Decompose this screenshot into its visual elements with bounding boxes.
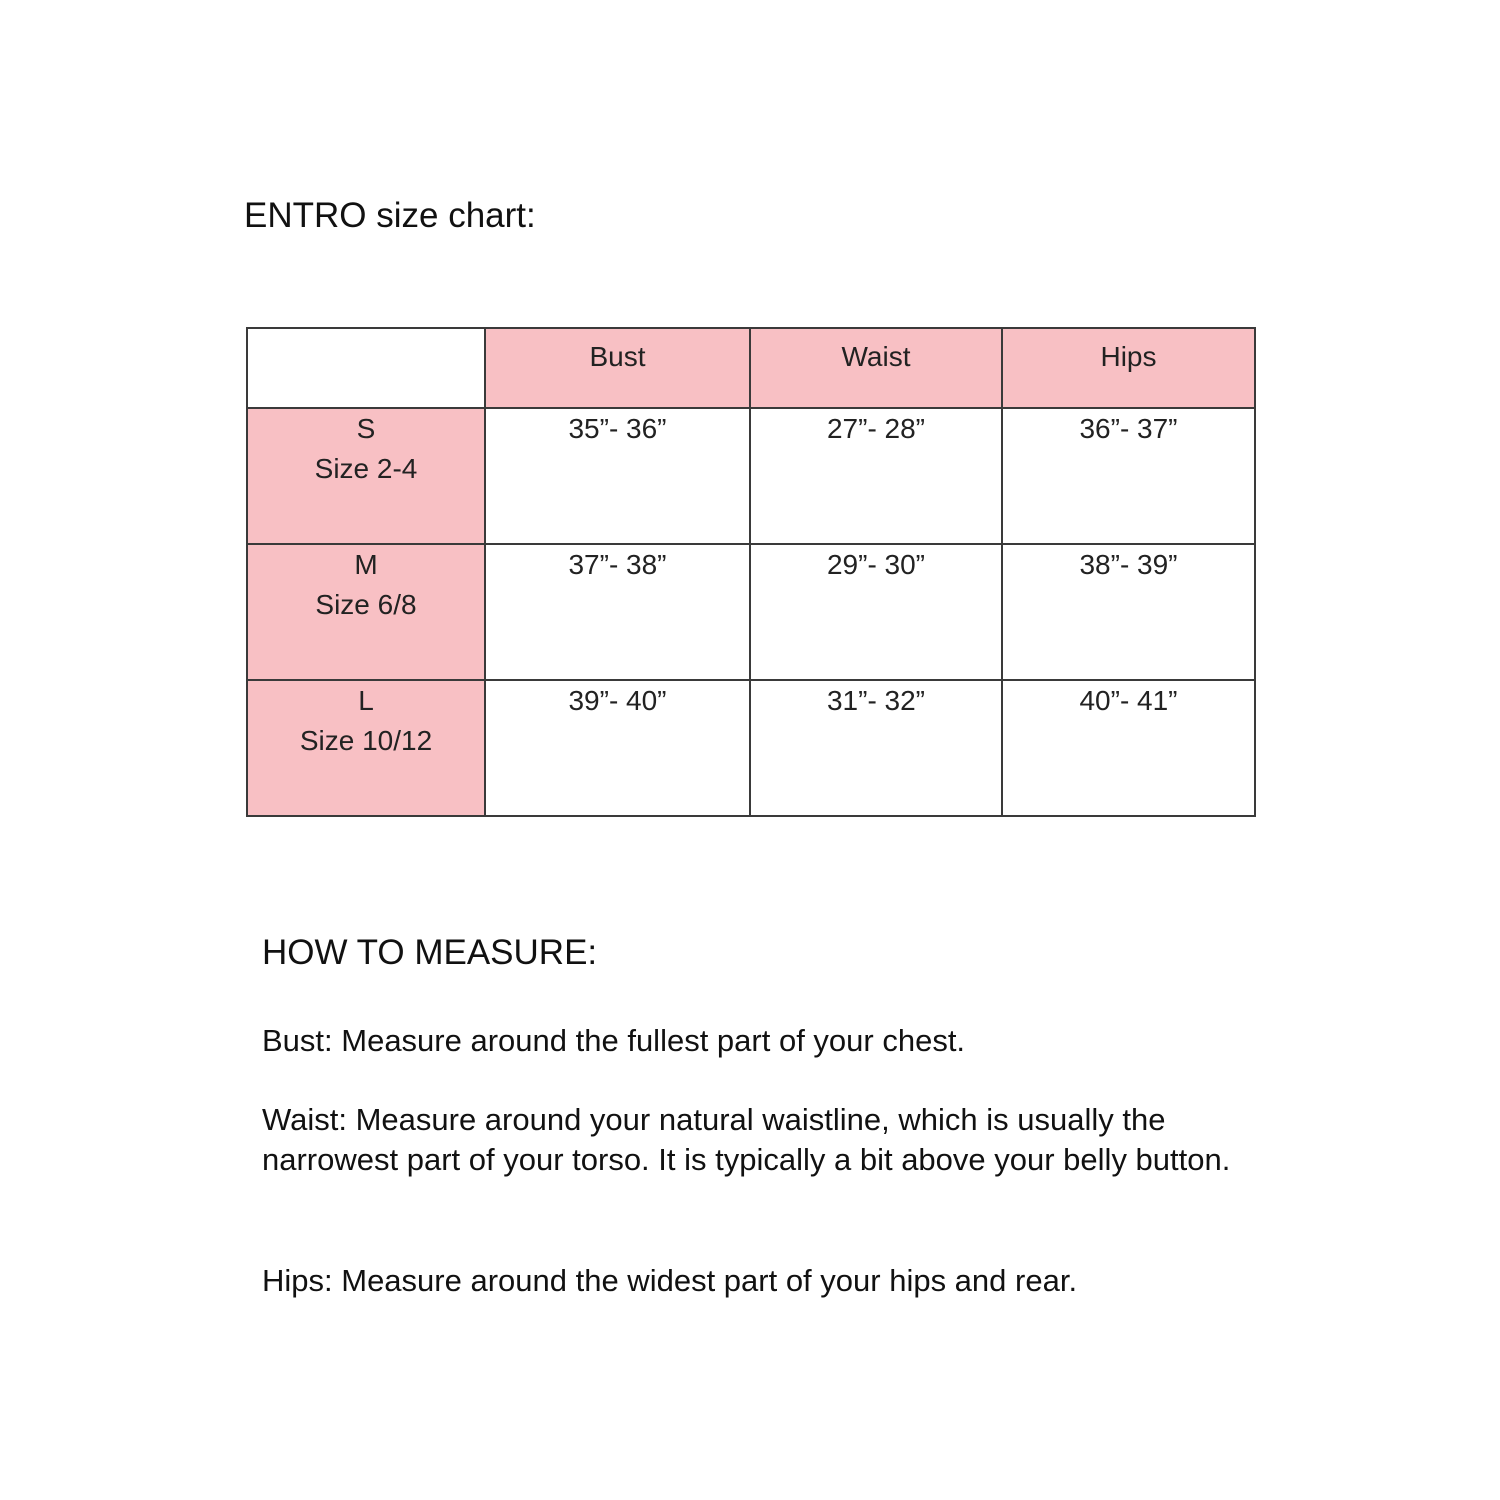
waist-cell: 31”- 32” — [750, 680, 1002, 816]
header-waist: Waist — [750, 328, 1002, 408]
corner-cell — [247, 328, 485, 408]
table-row — [247, 408, 1255, 544]
waist-cell: 27”- 28” — [750, 408, 1002, 544]
hips-cell: 40”- 41” — [1002, 680, 1255, 816]
size-numeric: Size 10/12 — [299, 725, 433, 756]
bust-cell: 39”- 40” — [485, 680, 750, 816]
size-label-cell — [247, 408, 485, 544]
bust-instruction: Bust: Measure around the fullest part of your chest. — [262, 1023, 966, 1058]
hips-cell: 38”- 39” — [1002, 544, 1255, 680]
size-numeric: Size 2-4 — [314, 453, 418, 484]
size-letter: M — [354, 549, 378, 580]
size-numeric: Size 6/8 — [315, 589, 417, 620]
header-bust: Bust — [485, 328, 750, 408]
table-row — [247, 544, 1255, 680]
waist-cell: 29”- 30” — [750, 544, 1002, 680]
size-label-cell — [247, 680, 485, 816]
waist-instruction: Waist: Measure around your natural waistline, which is usually the narrowest part of your torso. It is typically a bit above your belly button. — [262, 1102, 1231, 1177]
size-chart-table — [246, 327, 1256, 817]
chart-title: ENTRO size chart: — [244, 196, 536, 235]
table-header-row — [247, 328, 1255, 408]
header-hips: Hips — [1002, 328, 1255, 408]
size-label-cell — [247, 544, 485, 680]
hips-cell: 36”- 37” — [1002, 408, 1255, 544]
size-letter: L — [358, 685, 374, 716]
size-letter: S — [356, 413, 376, 444]
how-to-measure-title: HOW TO MEASURE: — [262, 933, 598, 972]
bust-cell: 35”- 36” — [485, 408, 750, 544]
bust-cell: 37”- 38” — [485, 544, 750, 680]
table-row — [247, 680, 1255, 816]
hips-instruction: Hips: Measure around the widest part of your hips and rear. — [262, 1263, 1078, 1298]
